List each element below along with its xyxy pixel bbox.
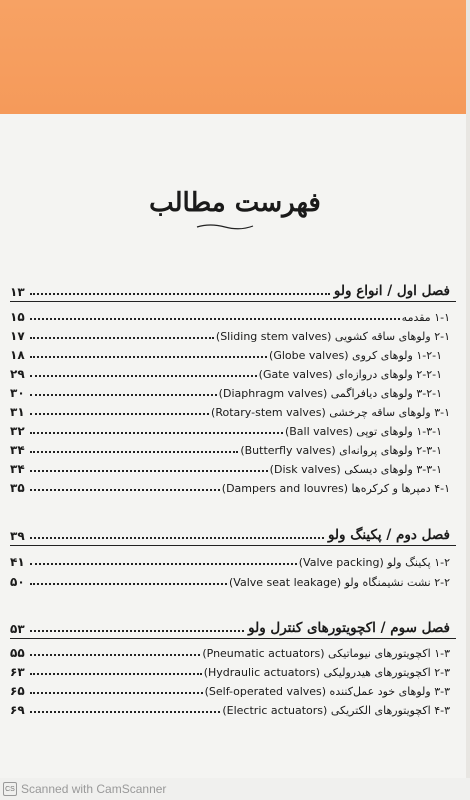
entry-label: ۴-۱ دمپرها و کرکره‌ها (Dampers and louvres) [221, 482, 450, 495]
entry-label: ۲-۲-۱ ولوهای دروازه‌ای (Gate valves) [258, 368, 442, 381]
page-number: ۳۵ [10, 481, 25, 495]
leader-dots [30, 692, 203, 694]
page-number: ۶۵ [10, 684, 25, 698]
page-number: ۱۸ [10, 348, 25, 362]
chapter-heading[interactable] [10, 618, 450, 636]
chapter-rule [10, 301, 456, 302]
page-number: ۳۴ [10, 462, 25, 476]
leader-dots [30, 654, 200, 656]
entry-label: ۱-۲ پکینگ ولو (Valve packing) [298, 556, 450, 569]
entry-label: ۱-۳-۱ ولوهای توپی (Ball valves) [284, 425, 442, 438]
toc-entry[interactable] [10, 421, 442, 438]
entry-label: ۳-۳ ولوهای خود عمل‌کننده (Self-operated valves) [204, 685, 450, 698]
page-number: ۱۵ [10, 310, 25, 324]
page-number: ۶۳ [10, 665, 25, 679]
page-number: ۱۳ [10, 285, 25, 299]
leader-dots [30, 537, 324, 539]
page-number: ۶۹ [10, 703, 25, 717]
entry-label: ۱-۳ اکچویتورهای نیوماتیکی (Pneumatic actuators) [202, 647, 450, 660]
leader-dots [30, 711, 220, 713]
toc-entry[interactable] [10, 383, 442, 400]
toc-entry[interactable] [10, 345, 442, 362]
page-number: ۳۰ [10, 386, 25, 400]
page-number: ۳۹ [10, 529, 25, 543]
page-number: ۵۰ [10, 575, 25, 589]
entry-label: ۳-۱ ولوهای ساقه چرخشی (Rotary-stem valves) [211, 406, 450, 419]
toc-entry[interactable] [10, 459, 442, 476]
entry-label: ۱-۲-۱ ولوهای کروی (Globe valves) [269, 349, 442, 362]
watermark-text: Scanned with CamScanner [21, 782, 167, 796]
toc-entry[interactable] [10, 364, 442, 381]
entry-label: ۲-۳ اکچویتورهای هیدرولیکی (Hydraulic actuators) [203, 666, 450, 679]
leader-dots [30, 375, 257, 377]
leader-dots [30, 630, 244, 632]
toc-entry[interactable] [10, 478, 450, 495]
toc-entry[interactable] [10, 643, 450, 660]
leader-dots [30, 337, 214, 339]
page-number: ۳۱ [10, 405, 25, 419]
entry-label: ۲-۲ نشت نشیمنگاه ولو (Valve seat leakage) [229, 576, 450, 589]
toc-entry[interactable] [10, 440, 442, 457]
chapter-label: فصل دوم / پکینگ ولو [327, 527, 450, 543]
toc-entry[interactable] [10, 326, 450, 343]
leader-dots [30, 489, 220, 491]
leader-dots [30, 673, 202, 675]
leader-dots [30, 451, 238, 453]
page-number: ۳۴ [10, 443, 25, 457]
entry-label: ۲-۳-۱ ولوهای پروانه‌ای (Butterfly valves) [240, 444, 442, 457]
chapter-rule [10, 638, 456, 639]
camscanner-logo-icon: CS [3, 782, 17, 796]
entry-label: ۳-۲-۱ ولوهای دیافراگمی (Diaphragm valves) [218, 387, 442, 400]
leader-dots [30, 293, 330, 295]
header-color-band [0, 0, 466, 114]
page-number: ۲۹ [10, 367, 25, 381]
leader-dots [30, 394, 217, 396]
toc-entry[interactable] [10, 307, 450, 324]
leader-dots [30, 563, 297, 565]
leader-dots [30, 583, 227, 585]
toc-entry[interactable] [10, 662, 450, 679]
toc-entry[interactable] [10, 572, 450, 589]
toc-entry[interactable] [10, 552, 450, 569]
chapter-heading[interactable] [10, 525, 450, 543]
page-number: ۱۷ [10, 329, 25, 343]
page-number: ۵۵ [10, 646, 25, 660]
entry-label: ۱-۱ مقدمه [401, 311, 450, 324]
entry-label: ۴-۳ اکچویتورهای الکتریکی (Electric actuators) [222, 704, 450, 717]
chapter-label: فصل اول / انواع ولو [333, 283, 450, 299]
entry-label: ۳-۳-۱ ولوهای دیسکی (Disk valves) [269, 463, 442, 476]
chapter-rule [10, 545, 456, 546]
page-edge [466, 0, 470, 800]
page-number: ۵۳ [10, 622, 25, 636]
chapter-heading[interactable] [10, 281, 450, 299]
leader-dots [30, 432, 283, 434]
leader-dots [30, 356, 267, 358]
page-title: فهرست مطالب [149, 188, 321, 218]
toc-entry[interactable] [10, 402, 450, 419]
entry-label: ۲-۱ ولوهای ساقه کشویی (Sliding stem valves) [215, 330, 450, 343]
leader-dots [30, 413, 209, 415]
scanner-watermark [0, 778, 470, 800]
toc-entry[interactable] [10, 681, 450, 698]
toc-entry[interactable] [10, 700, 450, 717]
chapter-label: فصل سوم / اکچویتورهای کنترل ولو [248, 620, 450, 636]
leader-dots [30, 318, 400, 320]
title-underline-flourish [195, 222, 255, 230]
page-number: ۴۱ [10, 555, 25, 569]
leader-dots [30, 470, 268, 472]
page-number: ۳۲ [10, 424, 25, 438]
